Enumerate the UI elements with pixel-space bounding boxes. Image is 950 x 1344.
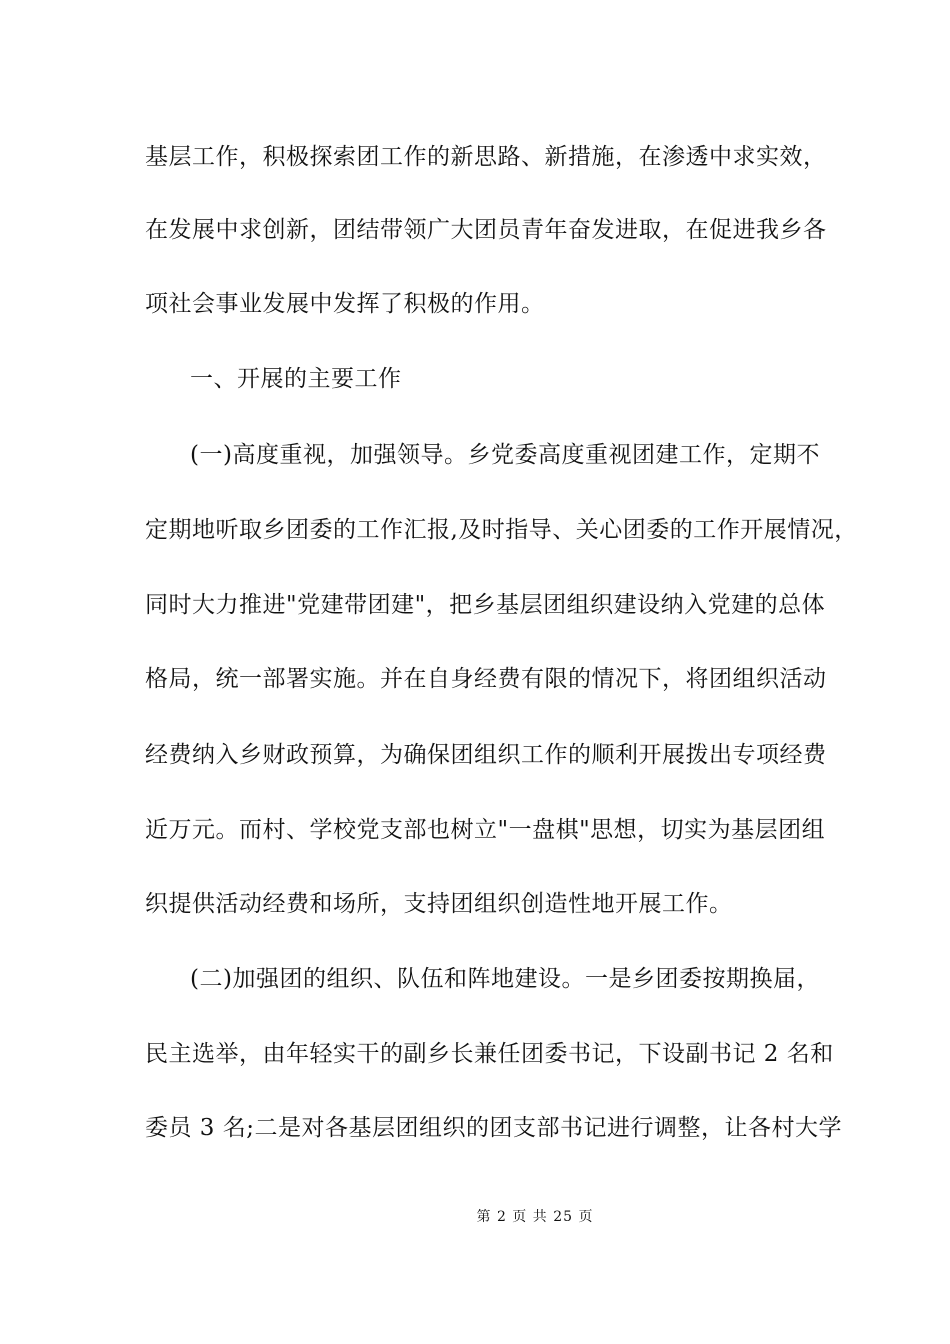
body-text-line: (一)高度重视，加强领导。乡党委高度重视团建工作，定期不 [190,442,820,468]
body-text-line: 在发展中求创新，团结带领广大团员青年奋发进取，在促进我乡各 [145,217,827,243]
body-text-line: 委员 3 名;二是对各基层团组织的团支部书记进行调整，让各村大学 [145,1115,843,1141]
body-text-line: 基层工作，积极探索团工作的新思路、新措施，在渗透中求实效， [145,144,827,170]
body-text-line: 定期地听取乡团委的工作汇报,及时指导、关心团委的工作开展情况， [145,517,858,543]
body-text-line: 民主选举，由年轻实干的副乡长兼任团委书记，下设副书记 2 名和 [145,1041,834,1067]
body-text-line: 格局，统一部署实施。并在自身经费有限的情况下，将团组织活动 [145,666,827,692]
body-text-line: 经费纳入乡财政预算，为确保团组织工作的顺利开展拨出专项经费 [145,742,827,768]
body-text-line: (二)加强团的组织、队伍和阵地建设。一是乡团委按期换届， [190,966,820,992]
page-number-footer: 第 2 页 共 25 页 [476,1209,594,1225]
body-text-line: 项社会事业发展中发挥了积极的作用。 [145,291,545,317]
body-text-line: 近万元。而村、学校党支部也树立"一盘棋"思想，切实为基层团组 [145,817,826,843]
body-text-line: 织提供活动经费和场所，支持团组织创造性地开展工作。 [145,891,733,917]
section-heading: 一、开展的主要工作 [190,366,402,392]
body-text-line: 同时大力推进"党建带团建"，把乡基层团组织建设纳入党建的总体 [145,592,826,618]
